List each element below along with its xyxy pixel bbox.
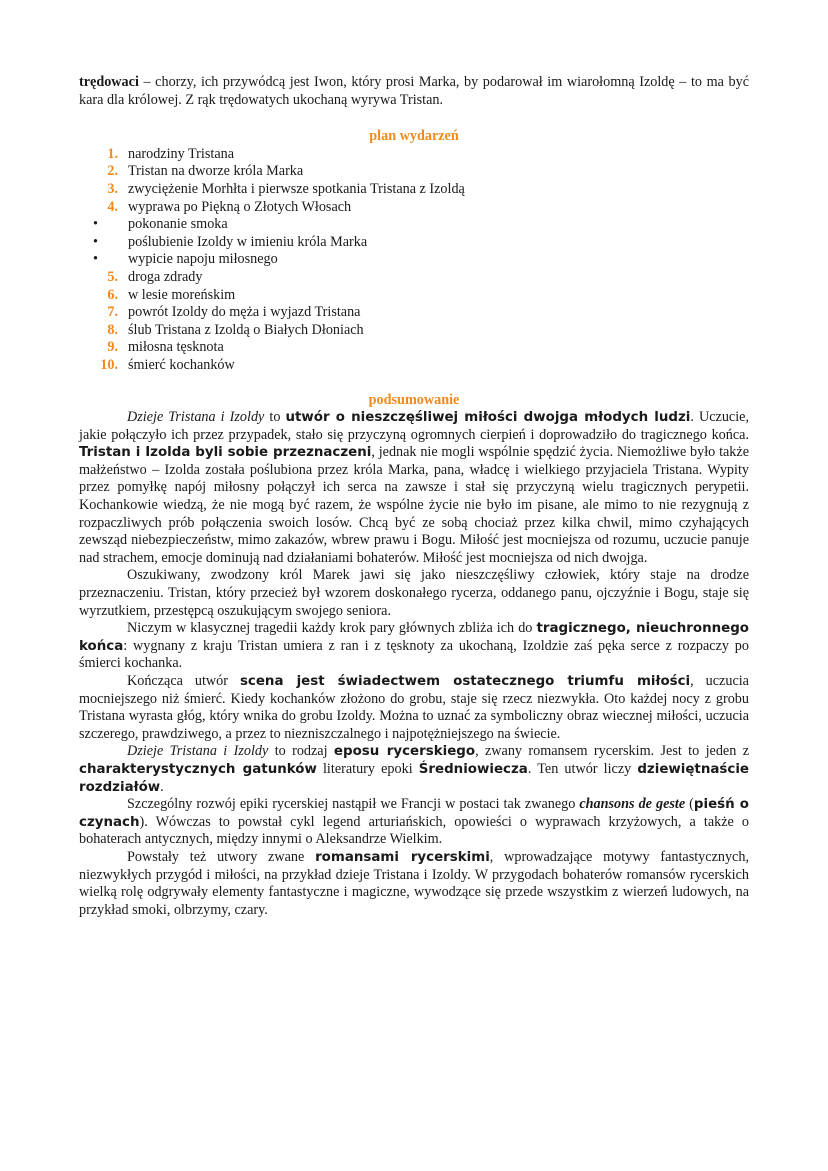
event-item [79, 287, 749, 305]
number-marker: 3. [107, 180, 118, 197]
event-text: powrót Izoldy do męża i wyjazd Tristana [128, 304, 361, 321]
event-item [79, 163, 749, 181]
number-marker: 7. [107, 304, 118, 321]
number-marker: 2. [107, 163, 118, 180]
number-marker: 10. [100, 356, 118, 373]
event-text: ślub Tristana z Izoldą o Białych Dłoniach [128, 321, 364, 338]
term-trędowaci: trędowaci [79, 74, 139, 90]
number-marker: 4. [107, 198, 118, 215]
event-item [79, 304, 749, 322]
number-marker: 1. [107, 145, 118, 162]
event-item [79, 251, 749, 269]
event-item [79, 199, 749, 217]
summary-paragraph-1: Dzieje Tristana i Izoldy to utwór o nieszczęśliwej miłości dwojga młodych ludzi. Uczucie, jakie połączyło ich przez przypadek, stało się przyczyną ogromnych cierpień i doprowadziło do tragicznego końca. Tristan i Izolda byli sobie przeznaczeni, jednak nie mogli wspólnie spędzić życia. Niemożliwe było także małżeństwo – Izolda została poślubiona przez króla Marka, pana, władcę i wielkiego przyjaciela Tristana. Wypity przez pomyłkę napój miłosny połączył ich serca na zawsze i stał się przyczyną wielu tragicznych perypetii. Kochankowie wiedzą, że nie mogą być razem, że wspólne życie nie było im pisane, ale mimo to nie rezygnują z rozpaczliwych prób połączenia swoich losów. Chcą być ze sobą chociaż przez kilka chwil, mimo czyhających zewsząd niebezpieczeństw, mimo zakazów, wbrew prawu i Bogu. Miłość jest mocniejsza od rozumu, uczucie panuje nad strachem, emocje dominują nad działaniami bohaterów. Miłość jest mocniejsza od nich dwojga. [79, 409, 749, 566]
event-item [79, 234, 749, 252]
document-page [79, 74, 749, 919]
summary-paragraph-5: Dzieje Tristana i Izoldy to rodzaj eposu rycerskiego, zwany romansem rycerskim. Jest to jeden z charakterystycznych gatunków literatury epoki Średniowiecza. Ten utwór liczy dziewiętnaście rozdziałów. [79, 743, 749, 795]
event-item [79, 216, 749, 234]
event-text: wyprawa po Piękną o Złotych Włosach [128, 198, 352, 215]
event-text: śmierć kochanków [128, 356, 235, 373]
event-text: zwyciężenie Morhłta i pierwsze spotkania Tristana z Izoldą [128, 180, 465, 197]
event-text: w lesie moreńskim [128, 286, 236, 303]
event-item [79, 269, 749, 287]
bullet-marker: • [93, 216, 98, 233]
event-text: wypicie napoju miłosnego [128, 251, 278, 268]
number-marker: 8. [107, 321, 118, 338]
summary-paragraph-2: Oszukiwany, zwodzony król Marek jawi się jako nieszczęśliwy człowiek, który staje na drodze przeznaczeniu. Tristan, który przecież był wzorem doskonałego rycerza, oddanego panu, ojczyźnie i Bogu, staje się wyrzutkiem, przestępcą oszukującym swojego seniora. [79, 567, 749, 619]
number-marker: 9. [107, 339, 118, 356]
event-item [79, 181, 749, 199]
event-item [79, 322, 749, 340]
event-text: pokonanie smoka [128, 216, 228, 233]
event-text: poślubienie Izoldy w imieniu króla Marka [128, 233, 368, 250]
bullet-marker: • [93, 233, 98, 250]
summary-paragraph-3: Niczym w klasycznej tragedii każdy krok pary głównych zbliża ich do tragicznego, nieuchronnego końca: wygnany z kraju Tristan umiera z ran i z tęsknoty za ukochaną, Izoldzie zaś pęka serce z rozpaczy po śmierci kochanka. [79, 620, 750, 672]
summary-paragraph-4: Kończąca utwór scena jest świadectwem ostatecznego triumfu miłości, uczucia mocniejszego niż śmierć. Kiedy kochanków złożono do grobu, staje się rzecz niezwykła. Oto każdej nocy z grobu Tristana wyrasta głóg, który wnika do grobu Izoldy. Można to uznać za symboliczny obraz wiecznej miłości, uczucia szczerego, prawdziwego, a przez to niezniszczalnego i najpotężniejszego na świecie. [79, 673, 749, 742]
events-list [79, 146, 749, 375]
bullet-marker: • [93, 251, 98, 268]
event-text: miłosna tęsknota [128, 339, 224, 356]
intro-paragraph: trędowaci – chorzy, ich przywódcą jest Iwon, który prosi Marka, by podarował im wiarołomną Izoldę – to ma być kara dla królowej. Z rąk trędowatych ukochaną wyrywa Tristan. [79, 74, 749, 108]
event-text: Tristan na dworze króla Marka [128, 163, 304, 180]
event-text: narodziny Tristana [128, 145, 235, 162]
summary-paragraph-6: Szczególny rozwój epiki rycerskiej nastąpił we Francji w postaci tak zwanego chansons de geste (pieśń o czynach). Wówczas to powstał cykl legend arturiańskich, opowieści o wyprawach krzyżowych, a także o bohaterach antycznych, między innymi o Aleksandrze Wielkim. [79, 796, 749, 848]
event-item [79, 339, 749, 357]
event-text: droga zdrady [128, 268, 203, 285]
summary-heading: podsumowanie [368, 391, 460, 408]
plan-heading: plan wydarzeń [369, 128, 459, 145]
event-item [79, 146, 749, 164]
summary-paragraph-7: Powstały też utwory zwane romansami rycerskimi, wprowadzające motywy fantastycznych, niezwykłych przygód i miłości, na przykład dzieje Tristana i Izoldy. W przygodach bohaterów romansów rycerskich wielką rolę odgrywały elementy fantastyczne i magiczne, wywodzące się przede wszystkim z wierzeń ludowych, na przykład smoki, olbrzymy, czary. [79, 848, 749, 918]
number-marker: 5. [107, 268, 118, 285]
number-marker: 6. [107, 286, 118, 303]
event-item [79, 357, 749, 375]
